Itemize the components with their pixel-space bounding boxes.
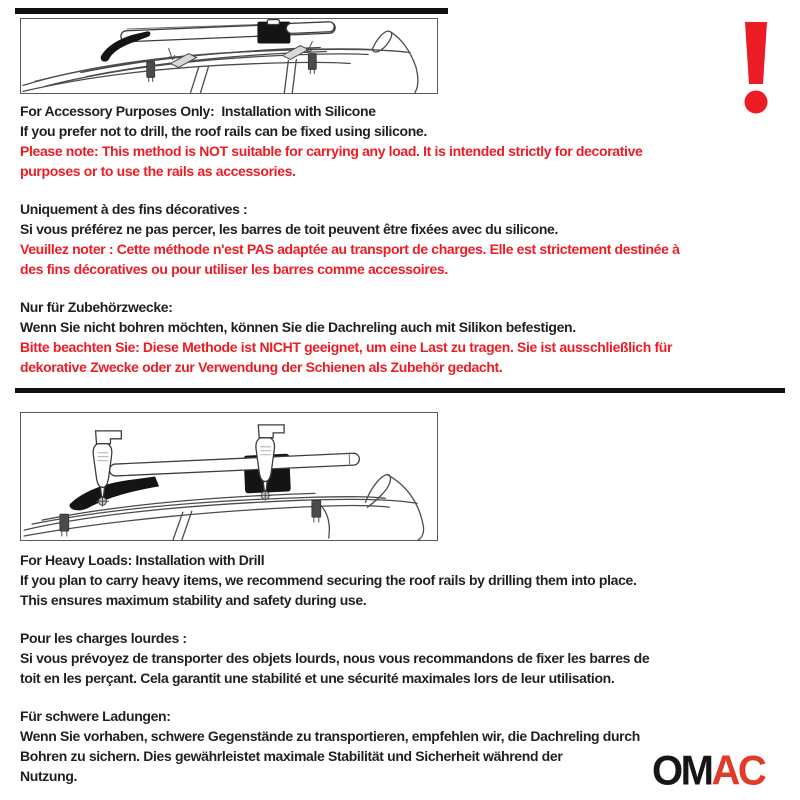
text-line: Für schwere Ladungen:	[20, 708, 171, 724]
text-line: Pour les charges lourdes :	[20, 630, 187, 646]
text-line: Wenn Sie vorhaben, schwere Gegenstände zu transportieren, empfehlen wir, die Dachreling durch	[20, 728, 640, 744]
text-line: Bohren zu sichern. Dies gewährleistet maximale Stabilität und Sicherheit während der	[20, 748, 563, 764]
text-line: Uniquement à des fins décoratives :	[20, 201, 248, 217]
text-block-en	[20, 550, 649, 610]
logo-red-letters: AC	[711, 747, 765, 794]
text-line: Nutzung.	[20, 768, 78, 784]
text-block-de	[20, 297, 680, 377]
text-block-fr	[20, 199, 680, 279]
car-roof-silicone-drawing-icon	[21, 19, 437, 93]
drill-text-column	[20, 550, 649, 800]
text-line: This ensures maximum stability and safety during use.	[20, 592, 367, 608]
omac-logo	[652, 747, 765, 794]
warning-text-line: dekorative Zwecke oder zur Verwendung der Schienen als Zubehör gedacht.	[20, 359, 503, 375]
text-line: toit en les perçant. Cela garantit une stabilité et une sécurité maximales lors de leur utilisation.	[20, 670, 615, 686]
text-block-fr	[20, 628, 649, 688]
warning-text-line: des fins décoratives ou pour utiliser les barres comme accessoires.	[20, 261, 448, 277]
text-line: If you plan to carry heavy items, we recommend securing the roof rails by drilling them into place.	[20, 572, 637, 588]
text-line: For Heavy Loads: Installation with Drill	[20, 552, 265, 568]
text-block-de	[20, 706, 649, 786]
text-line: If you prefer not to drill, the roof rails can be fixed using silicone.	[20, 123, 427, 139]
warning-text-line: Please note: This method is NOT suitable for carrying any load. It is intended strictly for decorative	[20, 143, 643, 159]
warning-text-line: purposes or to use the rails as accessories.	[20, 163, 296, 179]
text-block-en	[20, 101, 680, 181]
warning-text-line: Veuillez noter : Cette méthode n'est PAS adaptée au transport de charges. Elle est strictement destinée à	[20, 241, 680, 257]
top-divider-bar	[15, 8, 448, 14]
silicone-text-column	[20, 101, 680, 395]
car-roof-drill-drawing-icon	[21, 413, 437, 540]
silicone-illustration-frame	[20, 18, 438, 94]
text-line: Si vous préférez ne pas percer, les barres de toit peuvent être fixées avec du silicone.	[20, 221, 558, 237]
red-exclamation-icon	[740, 22, 774, 116]
text-line: Wenn Sie nicht bohren möchten, können Sie die Dachreling auch mit Silikon befestigen.	[20, 319, 576, 335]
text-line: For Accessory Purposes Only: Installation with Silicone	[20, 103, 376, 119]
text-line: Si vous prévoyez de transporter des objets lourds, nous vous recommandons de fixer les barres de	[20, 650, 650, 666]
text-line: Nur für Zubehörzwecke:	[20, 299, 173, 315]
drill-illustration-frame	[20, 412, 438, 541]
middle-divider-bar	[15, 388, 785, 393]
warning-text-line: Bitte beachten Sie: Diese Methode ist NICHT geeignet, um eine Last zu tragen. Sie ist ausschließlich für	[20, 339, 673, 355]
logo-black-letters: OM	[652, 747, 712, 794]
